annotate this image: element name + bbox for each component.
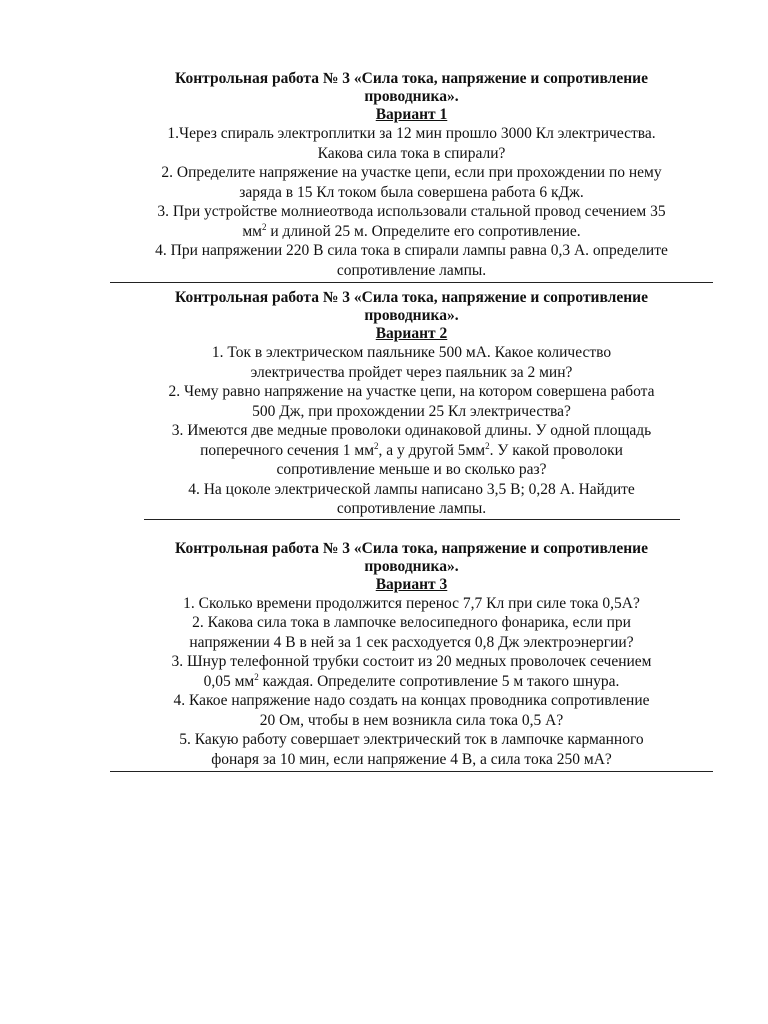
task-1: 1. Сколько времени продолжится перенос 7,7 Кл при силе тока 0,5А? [183,594,640,612]
section-variant-3 [110,540,713,770]
task-2-cont: 500 Дж, при прохождении 25 Кл электричества? [252,402,571,420]
task-4: 4. При напряжении 220 В сила тока в спирали лампы равна 0,3 А. определите [155,242,668,259]
task-2-cont: заряда в 15 Кл током была совершена работа 6 кДж. [239,183,584,201]
task-2-cont: напряжении 4 В в ней за 1 сек расходуется 0,8 Дж электроэнергии? [189,633,634,651]
task-3: 3. Шнур телефонной трубки состоит из 20 медных проволочек сечением [171,653,652,670]
task-5: 5. Какую работу совершает электрический ток в лампочке карманного [179,731,644,748]
section-divider-wrap [110,519,713,520]
section-title: Контрольная работа № 3 «Сила тока, напряжение и сопротивление [175,70,648,87]
variant-heading: Вариант 3 [375,575,448,593]
task-3-cont: 0,05 $мм^2$ каждая. Определите сопротивление 5 м такого шнура. [203,671,620,690]
section-variant-2 [110,289,713,519]
task-5-cont: фонаря за 10 мин, если напряжение 4 В, а сила тока 250 мА? [211,750,612,768]
task-4-cont: 20 Ом, чтобы в нем возникла сила тока 0,5 А? [259,711,564,729]
task-1: 1. Ток в электрическом паяльнике 500 мА. Какое количество [211,344,612,361]
task-3-cont: $мм^2$ и длиной 25 м. Определите его сопротивление. [242,221,581,240]
task-1-cont: электричества пройдет через паяльник за 2 мин? [250,363,573,381]
section-divider [110,282,713,283]
section-divider [144,519,680,520]
section-title: Контрольная работа № 3 «Сила тока, напряжение и сопротивление [175,539,648,557]
task-4: 4. Какое напряжение надо создать на концах проводника сопротивление [173,692,650,709]
task-2: 2. Чему равно напряжение на участке цепи, на котором совершена работа [168,383,655,400]
section-variant-1 [110,70,713,280]
section-title-cont: проводника». [364,307,459,324]
task-3: 3. При устройстве молниеотвода использовали стальной провод сечением 35 [157,203,666,220]
section-title-cont: проводника». [364,557,459,575]
task-3-cont: поперечного сечения 1 $мм^2$, а у другой $5мм^2$. У какой проволоки [200,440,623,459]
variant-heading: Вариант 1 [375,106,448,123]
task-2: 2. Определите напряжение на участке цепи, если при прохождении по нему [161,164,662,181]
task-3-cont-2: сопротивление меньше и во сколько раз? [276,461,547,478]
task-4-cont: сопротивление лампы. [336,500,487,517]
task-4: 4. На цоколе электрической лампы написано 3,5 В; 0,28 А. Найдите [188,480,635,498]
variant-heading: Вариант 2 [375,325,448,342]
section-title-cont: проводника». [364,88,459,105]
task-3: 3. Имеются две медные проволоки одинаковой длины. У одной площадь [171,422,652,439]
section-divider [110,771,713,772]
task-1: 1.Через спираль электроплитки за 12 мин прошло 3000 Кл электричества. [167,125,656,142]
section-title: Контрольная работа № 3 «Сила тока, напряжение и сопротивление [175,289,648,306]
task-2: 2. Какова сила тока в лампочке велосипедного фонарика, если при [192,614,631,631]
document-page [110,70,713,772]
task-1-cont: Какова сила тока в спирали? [317,144,506,162]
task-4-cont: сопротивление лампы. [336,261,487,279]
